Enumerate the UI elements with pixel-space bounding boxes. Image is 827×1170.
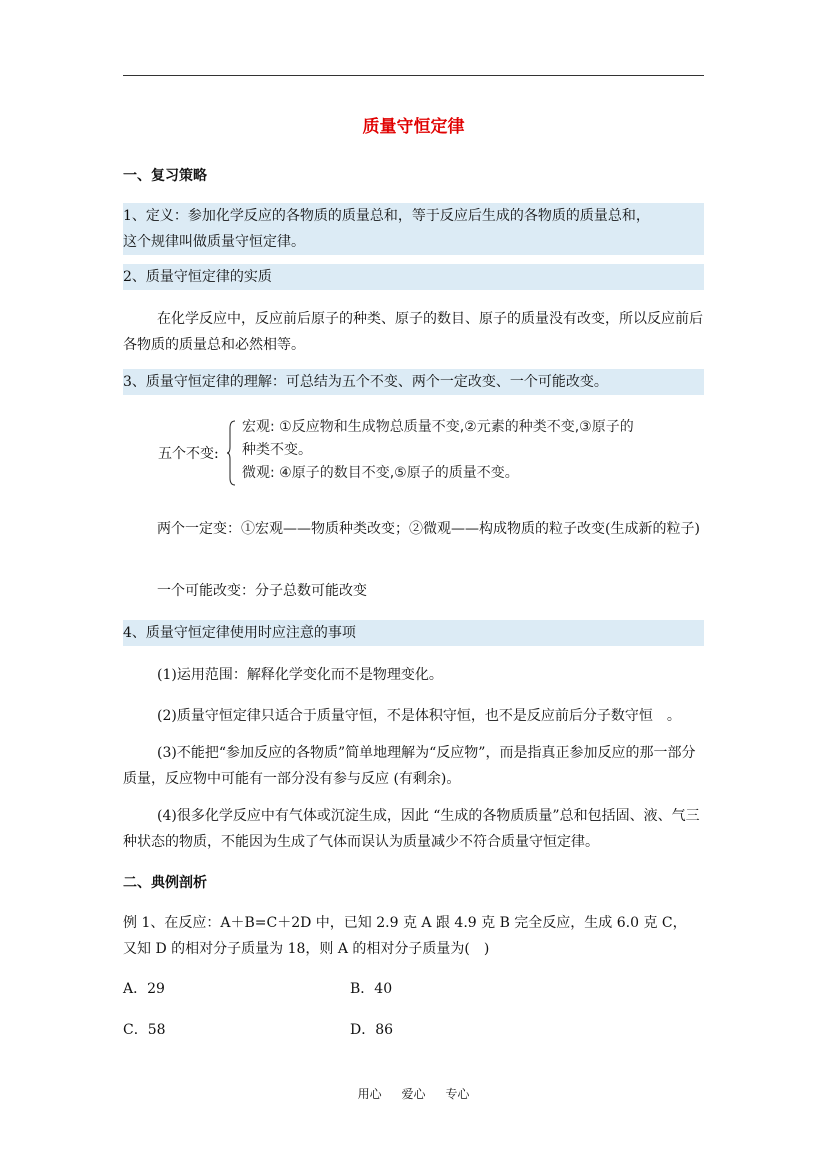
macro-line-2: 种类不变。 bbox=[242, 442, 312, 458]
understanding-heading: 3、质量守恒定律的理解：可总结为五个不变、两个一定改变、一个可能改变。 bbox=[123, 369, 704, 395]
option-c: C．58 bbox=[123, 1022, 166, 1038]
micro-line: 微观: ④原子的数目不变,⑤原子的质量不变。 bbox=[242, 465, 519, 481]
section1-heading: 一、复习策略 bbox=[123, 168, 207, 184]
option-b: B．40 bbox=[350, 981, 393, 997]
option-a: A．29 bbox=[123, 981, 165, 997]
definition-item bbox=[123, 203, 704, 255]
essence-body: 在化学反应中，反应前后原子的种类、原子的数目、原子的质量没有改变，所以反应前后各物质的质量总和必然相等。 bbox=[123, 311, 703, 353]
page-title: 质量守恒定律 bbox=[362, 117, 465, 137]
definition-line-1: 1、定义：参加化学反应的各物质的质量总和，等于反应后生成的各物质的质量总和， bbox=[123, 208, 650, 224]
two-changes: 两个一定变：①宏观——物质种类改变；②微观——构成物质的粒子改变(生成新的粒子) bbox=[157, 521, 700, 537]
footer-text-1: 用心 bbox=[357, 1087, 382, 1101]
footer-text-3: 专心 bbox=[445, 1087, 470, 1101]
page-footer bbox=[0, 1085, 827, 1102]
essence-heading: 2、质量守恒定律的实质 bbox=[123, 264, 704, 290]
example-1-line-1: 例 1、在反应：A＋B=C＋2D 中，已知 2.9 克 A 跟 4.9 克 B 完全反应，生成 6.0 克 C， bbox=[123, 915, 687, 931]
five-invariants-label: 五个不变: bbox=[158, 446, 219, 462]
note-1: (1)运用范围：解释化学变化而不是物理变化。 bbox=[157, 667, 443, 683]
example-1 bbox=[123, 910, 704, 962]
header-rule bbox=[123, 75, 704, 76]
note-2: (2)质量守恒定律只适合于质量守恒，不是体积守恒，也不是反应前后分子数守恒 。 bbox=[157, 708, 681, 724]
section2-heading: 二、典例剖析 bbox=[123, 875, 207, 891]
macro-line-1: 宏观: ①反应物和生成物总质量不变,②元素的种类不变,③原子的 bbox=[242, 419, 634, 435]
one-possible-change: 一个可能改变：分子总数可能改变 bbox=[157, 583, 367, 599]
example-1-line-2: 又知 D 的相对分子质量为 18，则 A 的相对分子质量为( ) bbox=[123, 941, 490, 957]
notes-heading: 4、质量守恒定律使用时应注意的事项 bbox=[123, 620, 704, 646]
note-3: (3)不能把“参加反应的各物质”简单地理解为“反应物”，而是指真正参加反应的那一部分质量，反应物中可能有一部分没有参与反应 (有剩余)。 bbox=[123, 745, 696, 787]
option-d: D．86 bbox=[350, 1022, 394, 1038]
five-invariants-diagram bbox=[158, 416, 698, 496]
definition-line-2: 这个规律叫做质量守恒定律。 bbox=[123, 234, 305, 250]
note-4: (4)很多化学反应中有气体或沉淀生成，因此 “生成的各物质质量”总和包括固、液、气三种状态的物质，不能因为生成了气体而误认为质量减少不符合质量守恒定律。 bbox=[123, 808, 700, 850]
footer-text-2: 爱心 bbox=[401, 1087, 426, 1101]
left-brace-icon bbox=[226, 420, 236, 486]
